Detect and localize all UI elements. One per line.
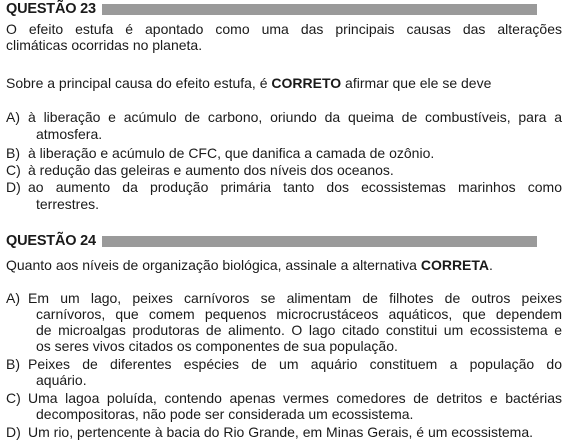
q24-option-a-line-1: Em um lago, peixes carnívoros se alimentam de filhotes de outros peixes (28, 290, 562, 306)
q24-prompt-bold: CORRETA (420, 257, 490, 273)
q24-option-a-line-4: os seres vivos citados os componentes de sua população. (36, 338, 398, 354)
q23-option-a-line-1: à liberação e acúmulo de carbono, oriundo da queima de combustíveis, para a (28, 109, 562, 125)
q24-prompt-post: . (489, 257, 493, 273)
q24-option-c-line-2: decompositoras, não pode ser considerada um ecossistema. (36, 406, 414, 422)
q23-option-d-line-2: terrestres. (36, 196, 100, 212)
question-23-header (6, 0, 537, 18)
question-24-header (6, 232, 537, 250)
q23-prompt-pre: Sobre a principal causa do efeito estufa, é (6, 75, 272, 91)
q24-option-a-line-3: de microalgas produtoras de alimento. O lago citado constitui um ecossistema e (36, 322, 562, 338)
q24-prompt (6, 257, 493, 273)
q24-option-a-letter: A) (6, 290, 20, 306)
q23-stem-line-1: O efeito estufa é apontado como uma das principais causas das alterações (6, 21, 562, 37)
q23-prompt-post: afirmar que ele se deve (341, 75, 492, 91)
q23-option-c-letter: C) (6, 162, 21, 178)
question-24-bar (102, 236, 537, 247)
q24-option-b-line-1: Peixes de diferentes espécies de um aquário constituem a população do (28, 356, 562, 372)
q24-option-d-line-1: Um rio, pertencente à bacia do Rio Grande, em Minas Gerais, é um ecossistema. (28, 424, 533, 440)
question-24-title: QUESTÃO 24 (6, 233, 96, 249)
q24-option-d-letter: D) (6, 424, 21, 440)
q23-option-c-line-1: à redução das geleiras e aumento dos níveis dos oceanos. (28, 162, 394, 178)
q23-option-d-line-1: ao aumento da produção primária tanto dos ecossistemas marinhos como (28, 179, 562, 195)
q24-prompt-pre: Quanto aos níveis de organização biológica, assinale a alternativa (6, 257, 421, 273)
q23-prompt (6, 75, 491, 91)
q23-option-b-line-1: à liberação e acúmulo de CFC, que danifica a camada de ozônio. (28, 145, 435, 161)
q24-option-b-line-2: aquário. (36, 372, 87, 388)
question-23-bar (102, 4, 537, 15)
q23-option-b-letter: B) (6, 145, 20, 161)
q24-option-c-line-1: Uma lagoa poluída, contendo apenas vermes comedores de detritos e bactérias (28, 390, 562, 406)
q23-option-d-letter: D) (6, 179, 21, 195)
q23-stem-line-2: climáticas ocorridas no planeta. (6, 37, 203, 53)
q24-option-b-letter: B) (6, 356, 20, 372)
q23-option-a-line-2: atmosfera. (36, 126, 103, 142)
q23-option-a-letter: A) (6, 109, 20, 125)
q23-prompt-bold: CORRETO (271, 75, 342, 91)
q24-option-a-line-2: carnívoros, que comem pequenos microcrustáceos aquáticos, que dependem (36, 306, 562, 322)
question-23-title: QUESTÃO 23 (6, 1, 96, 17)
q24-option-c-letter: C) (6, 390, 21, 406)
